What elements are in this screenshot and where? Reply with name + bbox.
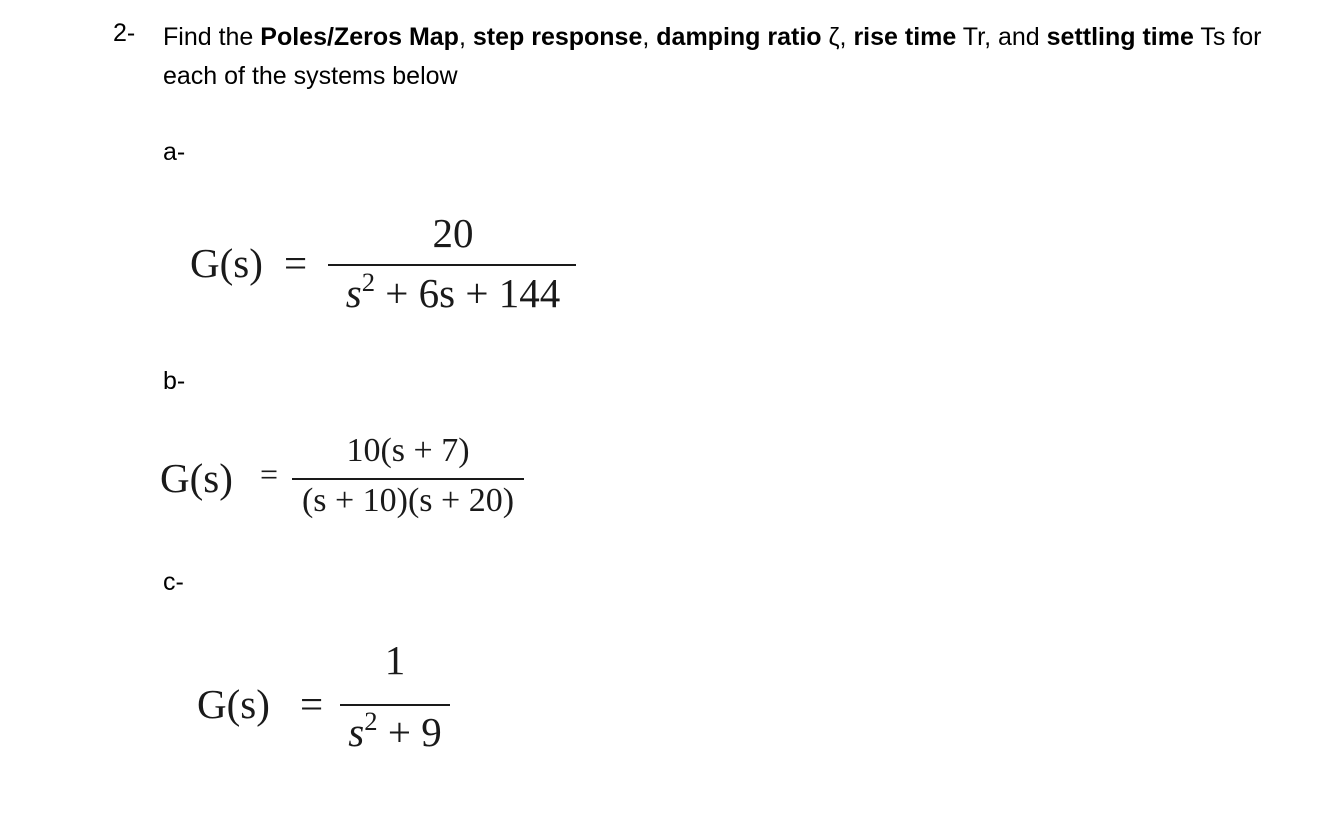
equation-lhs: G(s) — [197, 681, 270, 727]
fraction-denominator — [340, 708, 450, 756]
question-text — [163, 18, 1323, 96]
variable-s: s — [348, 709, 365, 755]
fraction-bar — [328, 264, 576, 266]
equation-equals: = — [260, 456, 279, 492]
denominator-rest: + 9 — [377, 709, 442, 755]
denominator-rest: + 6s + 144 — [375, 270, 561, 316]
equation-lhs: G(s) — [190, 240, 263, 286]
question-keyword-rise-time: rise time — [853, 23, 957, 51]
question-keyword-step-response: step response — [472, 23, 643, 51]
equation-equals: = — [300, 681, 324, 727]
exponent: 2 — [361, 267, 376, 298]
question-number: 2- — [113, 19, 136, 47]
equation-a — [190, 205, 590, 325]
fraction-denominator — [328, 269, 578, 317]
question-keyword-damping-ratio: damping ratio — [656, 23, 822, 51]
equation-lhs: G(s) — [160, 455, 233, 501]
fraction-numerator: 1 — [384, 637, 406, 683]
equation-c — [197, 632, 477, 762]
question-text-segment: , — [458, 23, 473, 51]
fraction-denominator: (s + 10)(s + 20) — [301, 482, 515, 519]
question-text-segment: , — [642, 23, 657, 51]
part-label-c: c- — [163, 568, 184, 596]
fraction-numerator: 20 — [432, 210, 474, 256]
question-text-segment: Tr, and — [956, 23, 1047, 51]
part-label-b: b- — [163, 367, 186, 395]
exponent: 2 — [364, 706, 378, 737]
equation-equals: = — [284, 240, 308, 286]
question-keyword-settling-time: settling time — [1046, 23, 1194, 51]
part-label-a: a- — [163, 138, 186, 166]
fraction-bar — [292, 478, 524, 480]
variable-s: s — [345, 270, 362, 316]
question-text-segment: Ts for — [1193, 23, 1262, 51]
question-text-segment: ζ, — [821, 23, 854, 51]
fraction-numerator: 10(s + 7) — [346, 432, 470, 469]
fraction-bar — [340, 704, 450, 706]
question-text-line2: each of the systems below — [163, 62, 458, 90]
equation-b — [160, 430, 540, 530]
question-keyword-poles-zeros: Poles/Zeros Map — [260, 23, 459, 51]
question-text-segment: Find the — [163, 23, 261, 51]
